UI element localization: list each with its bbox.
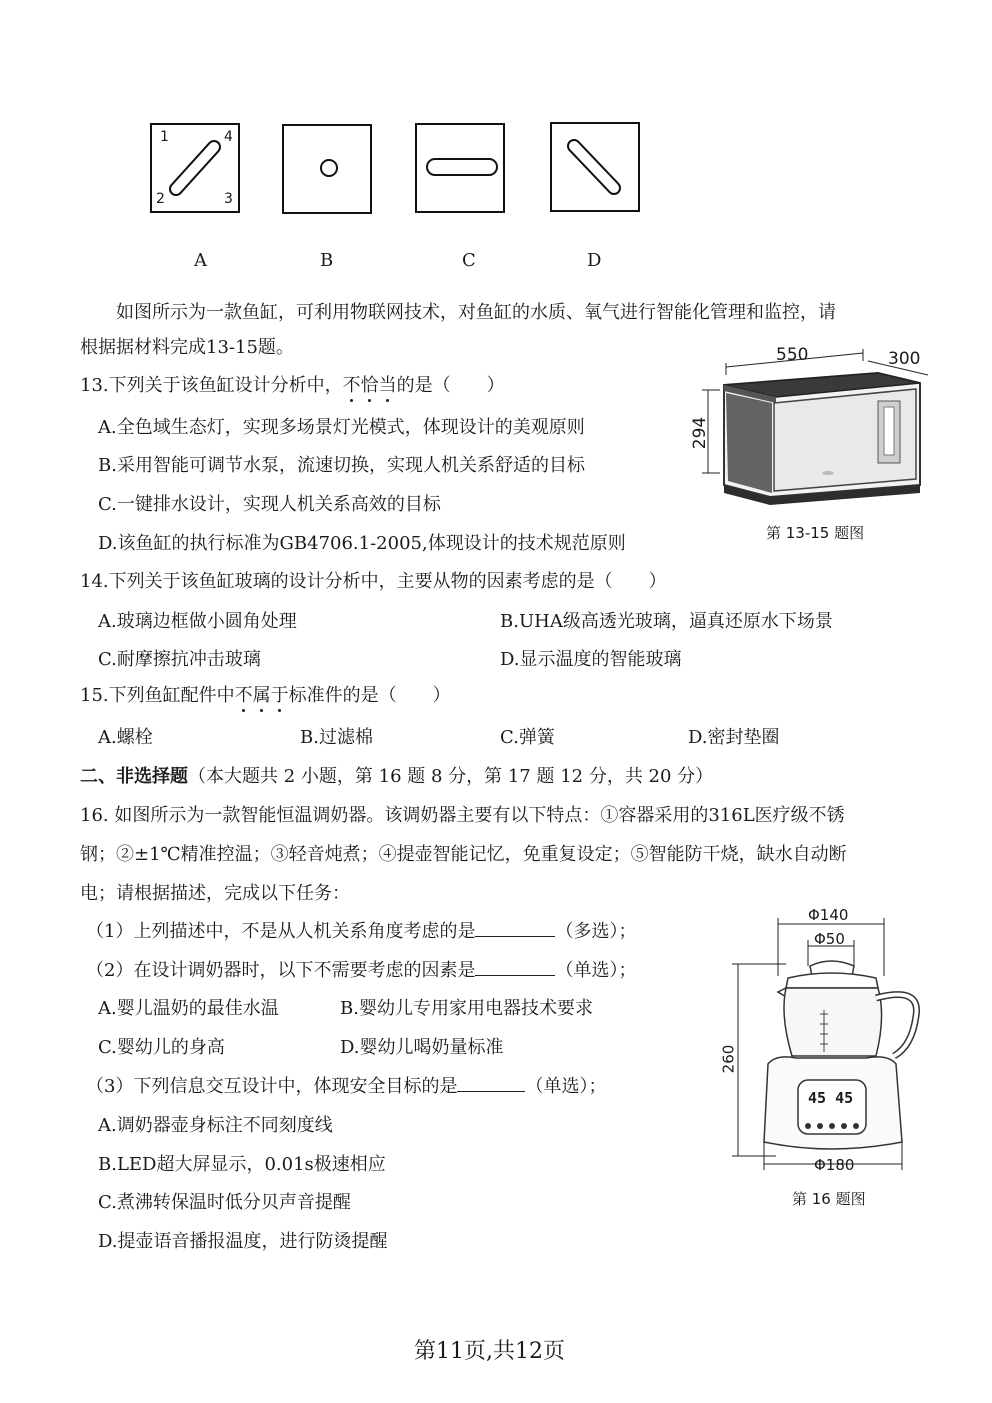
slot-diagonal-reverse-icon: [552, 124, 642, 214]
question-14-option-b: B.UHA级高透光玻璃，逼真还原水下场景: [500, 611, 833, 632]
figure-label-d: D: [587, 250, 602, 271]
figure-c: [415, 123, 505, 213]
emphasis-char: 不: [234, 685, 253, 706]
intro-line-1: 如图所示为一款鱼缸，可利用物联网技术，对鱼缸的水质、氧气进行智能化管理和监控，请: [116, 302, 836, 323]
sub-1-suffix: （多选）；: [555, 921, 637, 942]
hole-circle-icon: [284, 126, 374, 216]
section-2-heading: [80, 762, 713, 788]
kettle-caption: 第 16 题图: [792, 1190, 866, 1208]
sub-2-text: （2）在设计调奶器时，以下不需要考虑的因素是: [86, 960, 476, 981]
question-16-line-3: 电；请根据描述，完成以下任务：: [80, 883, 350, 904]
question-13-stem-start: 13.下列关于该鱼缸设计分析中，: [80, 375, 343, 396]
question-14-stem: 14.下列关于该鱼缸玻璃的设计分析中，主要从物的因素考虑的是（ ）: [80, 571, 667, 592]
section-2-title: 二、非选择题: [80, 766, 188, 787]
intro-line-2: 根据据材料完成13-15题。: [80, 337, 294, 358]
question-14-option-a: A.玻璃边框做小圆角处理: [98, 611, 297, 632]
figure-b: [282, 124, 372, 214]
dimension-length: 550: [776, 345, 809, 365]
aquarium-figure: [688, 345, 948, 545]
question-13-option-b: B.采用智能可调节水泵，流速切换，实现人机关系舒适的目标: [98, 455, 585, 476]
question-13-stem-end: 的是（ ）: [396, 375, 505, 396]
figure-a: [150, 123, 240, 213]
sub-2-option-a: A.婴儿温奶的最佳水温: [98, 998, 279, 1019]
figure-label-a: A: [194, 250, 207, 271]
sub-3-option-a: A.调奶器壶身标注不同刻度线: [98, 1115, 333, 1136]
question-15-option-d: D.密封垫圈: [688, 727, 780, 748]
emphasis-char: 不: [342, 375, 361, 396]
aquarium-caption: 第 13-15 题图: [766, 524, 865, 542]
slot-horizontal-icon: [417, 125, 507, 215]
question-13-stem: [80, 371, 505, 397]
figure-label-b: B: [320, 250, 334, 271]
sub-1-text: （1）上列描述中，不是从人机关系角度考虑的是: [86, 921, 476, 942]
sub-3-text: （3）下列信息交互设计中，体现安全目标的是: [86, 1076, 458, 1097]
aquarium-illustration: [688, 345, 948, 545]
question-16-sub-1: [86, 917, 636, 943]
display-reading: 45 45: [808, 1089, 854, 1107]
answer-blank-2[interactable]: [475, 961, 555, 976]
question-14-option-d: D.显示温度的智能玻璃: [500, 649, 682, 670]
sub-2-option-c: C.婴幼儿的身高: [98, 1037, 225, 1058]
figure-label-c: C: [462, 250, 476, 271]
question-14-option-c: C.耐摩擦抗冲击玻璃: [98, 649, 261, 670]
dimension-width: 300: [888, 349, 921, 369]
question-15-stem-end: 标准件的是（ ）: [288, 685, 451, 706]
sub-3-suffix: （单选）；: [525, 1076, 607, 1097]
dimension-top-diameter: Φ140: [808, 906, 849, 924]
sub-3-option-d: D.提壶语音播报温度，进行防烫提醒: [98, 1231, 388, 1252]
question-13-option-c: C.一键排水设计，实现人机关系高效的目标: [98, 494, 441, 515]
question-15-stem-start: 15.下列鱼缸配件中: [80, 685, 235, 706]
corner-number-4: 4: [224, 129, 233, 145]
question-15-option-a: A.螺栓: [98, 727, 153, 748]
sub-3-option-b: B.LED超大屏显示，0.01s极速相应: [98, 1154, 386, 1175]
figure-d: [550, 122, 640, 212]
dimension-base-diameter: Φ180: [814, 1156, 855, 1174]
question-16-sub-2: [86, 956, 636, 982]
page-number: 第11页,共12页: [414, 1339, 565, 1364]
question-13-option-d: D.该鱼缸的执行标准为GB4706.1-2005,体现设计的技术规范原则: [98, 533, 626, 554]
dimension-height: 294: [690, 416, 711, 450]
question-15-option-b: B.过滤棉: [300, 727, 373, 748]
emphasis-char: 恰: [360, 375, 379, 396]
emphasis-char: 当: [378, 375, 397, 396]
emphasis-char: 属: [252, 685, 271, 706]
corner-number-2: 2: [156, 191, 165, 207]
sub-2-option-d: D.婴幼儿喝奶量标准: [340, 1037, 504, 1058]
answer-blank-3[interactable]: [457, 1077, 525, 1092]
sub-2-suffix: （单选）；: [555, 960, 637, 981]
sub-3-option-c: C.煮沸转保温时低分贝声音提醒: [98, 1192, 351, 1213]
question-15-option-c: C.弹簧: [500, 727, 555, 748]
question-16-sub-3: [86, 1072, 606, 1098]
dimension-height: 260: [719, 1044, 738, 1074]
corner-number-3: 3: [224, 191, 233, 207]
answer-blank-1[interactable]: [475, 922, 555, 937]
emphasis-char: 于: [270, 685, 289, 706]
question-16-line-1: 16. 如图所示为一款智能恒温调奶器。该调奶器主要有以下特点：①容器采用的316L医疗级不锈: [80, 805, 845, 826]
question-16-line-2: 钢；②±1℃精准控温；③轻音炖煮；④提壶智能记忆，免重复设定；⑤智能防干烧，缺水自动断: [80, 844, 847, 865]
kettle-figure: [716, 906, 946, 1184]
question-13-option-a: A.全色域生态灯，实现多场景灯光模式，体现设计的美观原则: [98, 417, 585, 438]
question-15-stem: [80, 681, 451, 707]
corner-number-1: 1: [160, 129, 169, 145]
section-2-note: （本大题共 2 小题，第 16 题 8 分，第 17 题 12 分，共 20 分）: [188, 766, 714, 787]
sub-2-option-b: B.婴幼儿专用家用电器技术要求: [340, 998, 593, 1019]
dimension-neck-diameter: Φ50: [814, 930, 845, 948]
